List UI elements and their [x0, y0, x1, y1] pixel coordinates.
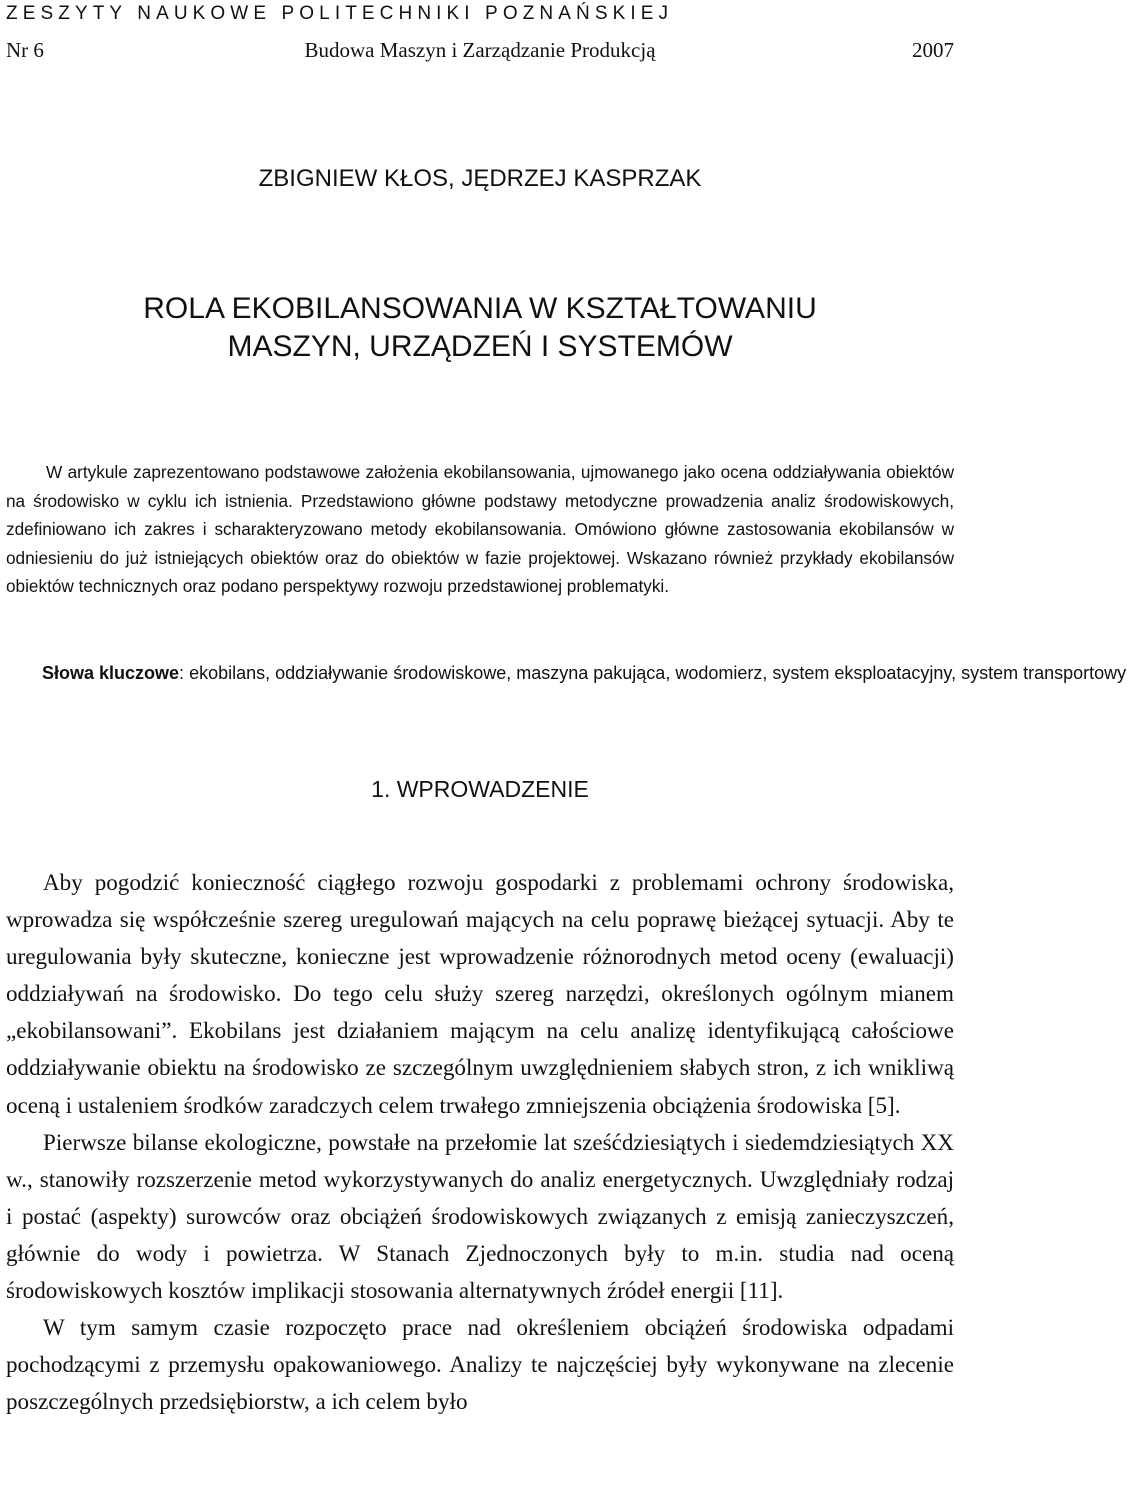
keywords-text: ekobilans, oddziaływanie środowiskowe, maszyna pakująca, wodomierz, system eksploatacyjny, system transportowy: [189, 663, 1127, 683]
section-heading: 1. WPROWADZENIE: [371, 776, 589, 802]
article-title-line-1: ROLA EKOBILANSOWANIA W KSZTAŁTOWANIU: [143, 292, 817, 325]
body-paragraph: Pierwsze bilanse ekologiczne, powstałe na przełomie lat sześćdziesiątych i siedemdziesiątych XX w., stanowiły rozszerzenie metod wykorzystywanych do analiz energetycznych. Uwzględniały rodzaj i postać (aspekty) surowców oraz obciążeń środowiskowych związanych z emisją zanieczyszczeń, głównie do wody i powietrza. W Stanach Zjednoczonych były to m.in. studia nad oceną środowiskowych kosztów implikacji stosowania alternatywnych źródeł energii [11].: [6, 1128, 954, 1304]
body-paragraph: W tym samym czasie rozpoczęto prace nad określeniem obciążeń środowiska odpadami pochodzącymi z przemysłu opakowaniowego. Analizy te najczęściej były wykonywane na zlecenie poszczególnych przedsiębiorstw, a ich celem było: [6, 1314, 954, 1415]
issue-number: Nr 6: [6, 38, 44, 62]
body-paragraph: Aby pogodzić konieczność ciągłego rozwoju gospodarki z problemami ochrony środowiska, wprowadza się współcześnie szereg uregulowań mających na celu poprawę bieżącej sytuacji. Aby te uregulowania były skuteczne, konieczne jest wprowadzenie różnorodnych metod oceny (ewaluacji) oddziaływań na środowisko. Do tego celu służy szereg narzędzi, określonych ogólnym mianem „ekobilansowani”. Ekobilans jest działaniem mającym na celu analizę identyfikującą całościowe oddziaływanie obiektu na środowisko ze szczególnym uwzględnieniem słabych stron, z ich wnikliwą oceną i ustaleniem środków zaradczych celem trwałego zmniejszenia obciążenia środowiska [5].: [6, 869, 954, 1118]
article-title-line-2: MASZYN, URZĄDZEŃ I SYSTEMÓW: [227, 330, 733, 363]
keywords: Słowa kluczowe: ekobilans, oddziaływanie środowiskowe, maszyna pakująca, wodomierz, system eksploatacyjny, system transportowy: [42, 663, 1127, 683]
journal-name: Budowa Maszyn i Zarządzanie Produkcją: [304, 38, 656, 62]
issue-header: [6, 36, 954, 64]
journal-series-title: ZESZYTY NAUKOWE POLITECHNIKI POZNAŃSKIEJ: [6, 3, 674, 24]
issue-year: 2007: [912, 38, 954, 62]
article-title: [0, 290, 960, 366]
keywords-label: Słowa kluczowe: [42, 663, 180, 683]
section-body: [6, 864, 954, 1420]
article-authors: ZBIGNIEW KŁOS, JĘDRZEJ KASPRZAK: [258, 165, 702, 192]
abstract: W artykule zaprezentowano podstawowe założenia ekobilansowania, ujmowanego jako ocena oddziaływania obiektów na środowisko w cyklu ich istnienia. Przedstawiono główne podstawy metodyczne prowadzenia analiz środowiskowych, zdefiniowano ich zakres i scharakteryzowano metody ekobilansowania. Omówiono główne zastosowania ekobilansów w odniesieniu do już istniejących obiektów oraz do obiektów w fazie projektowej. Wskazano również przykłady ekobilansów obiektów technicznych oraz podano perspektywy rozwoju przedstawionej problematyki.: [6, 462, 954, 597]
